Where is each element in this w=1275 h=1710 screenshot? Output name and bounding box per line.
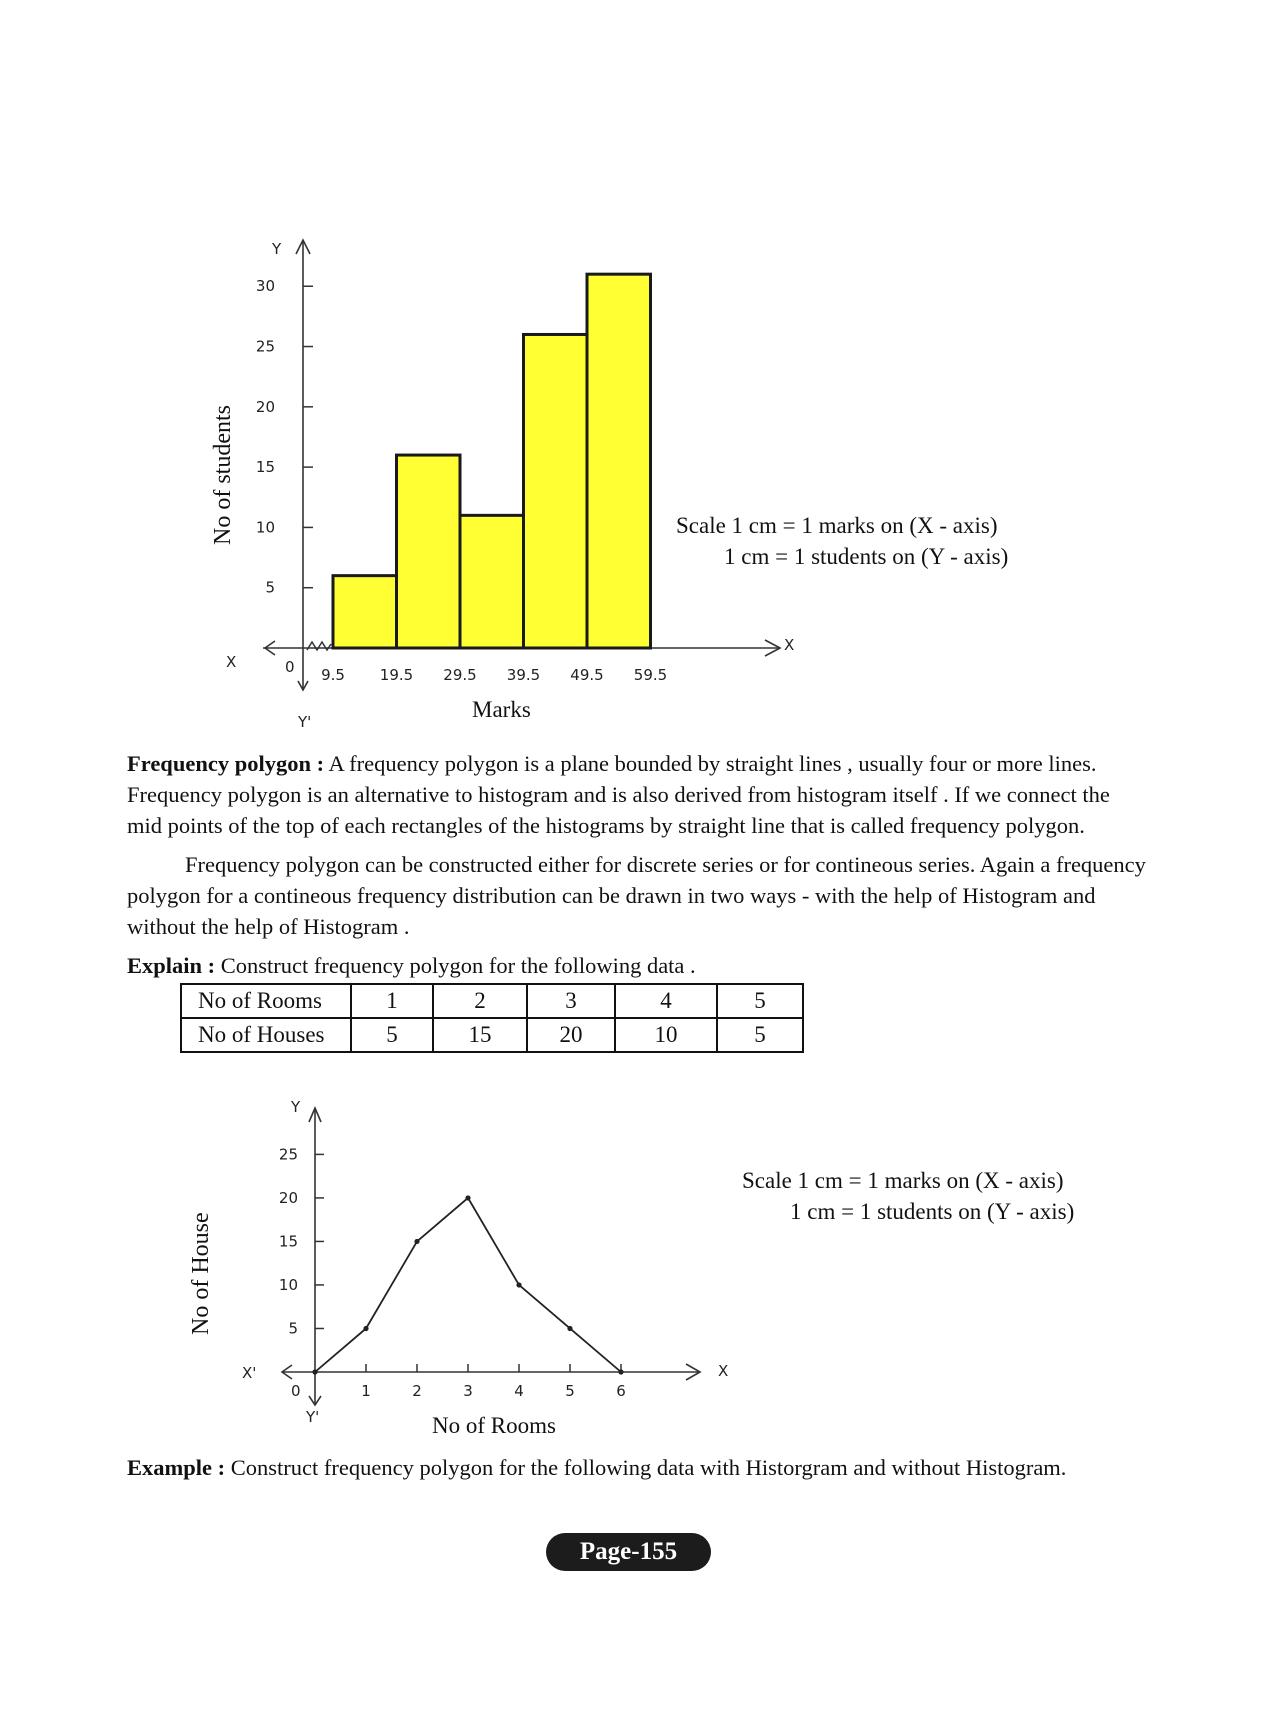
x-axis-letter: X <box>718 1362 729 1380</box>
rooms-houses-table <box>180 983 804 1053</box>
example-heading: Example : <box>127 1455 226 1480</box>
y-tick-label: 10 <box>278 1275 298 1294</box>
table-cell: 5 <box>351 1018 433 1052</box>
frequency-polygon-point <box>363 1326 368 1331</box>
histogram-scale-note <box>676 510 1008 572</box>
table-cell: 2 <box>433 984 527 1018</box>
y-neg-axis-letter: Y' <box>298 713 312 731</box>
table-row <box>181 984 803 1018</box>
x-tick-label: 29.5 <box>443 666 477 684</box>
histogram-svg <box>0 0 1275 760</box>
table-row <box>181 1018 803 1052</box>
polygon-y-axis-title: No of House <box>188 1212 214 1335</box>
polygon-chart <box>0 1060 1275 1440</box>
x-tick-label: 59.5 <box>633 666 668 684</box>
frequency-polygon-line <box>315 1198 621 1372</box>
frequency-polygon-heading: Frequency polygon : <box>127 751 325 776</box>
x-tick-label: 6 <box>616 1382 626 1400</box>
histogram-scale-line-2: 1 cm = 1 students on (Y - axis) <box>724 544 1009 569</box>
y-tick-label: 30 <box>255 277 275 296</box>
histogram-bar <box>460 515 524 648</box>
y-axis-letter: Y <box>291 1098 301 1116</box>
x-neg-axis-letter: X <box>226 653 237 671</box>
frequency-polygon-point <box>618 1369 623 1374</box>
histogram-scale-line-1: Scale 1 cm = 1 marks on (X - axis) <box>676 513 998 538</box>
frequency-polygon-body: A frequency polygon is a plane bounded by straight lines , usually four or more lines. Frequency polygon is an alternative to histogram and is also derived from histogram itself . If we connect the mid points of the top of each rectangles of the histograms by straight line that is called frequency polygon. <box>127 751 1110 838</box>
y-tick-label: 20 <box>278 1188 298 1207</box>
x-tick-label: 39.5 <box>506 666 541 684</box>
frequency-polygon-paragraph-2: Frequency polygon can be constructed either for discrete series or for contineous series. Again a frequency polygon for a contineous frequency distribution can be drawn in two ways - with the help of Histogram and without the help of Histogram . <box>127 852 1146 939</box>
example-line <box>127 1452 1147 1483</box>
histogram-bar <box>333 576 397 648</box>
histogram-bar <box>524 334 588 648</box>
histogram-bar <box>587 274 651 648</box>
y-tick-label: 5 <box>288 1319 298 1338</box>
table-cell: 5 <box>717 1018 803 1052</box>
origin-label: 0 <box>291 1382 301 1400</box>
polygon-x-axis-title: No of Rooms <box>432 1413 556 1438</box>
y-tick-label: 15 <box>278 1232 298 1251</box>
y-tick-label: 10 <box>255 518 275 537</box>
x-tick-label: 49.5 <box>570 666 604 684</box>
x-neg-axis-letter: X' <box>242 1364 257 1382</box>
y-tick-label: 25 <box>278 1145 298 1164</box>
histogram-chart <box>0 0 1275 760</box>
table-cell: 3 <box>527 984 615 1018</box>
table-row-label: No of Houses <box>181 1018 351 1052</box>
table-cell: 20 <box>527 1018 615 1052</box>
frequency-polygon-point <box>567 1326 572 1331</box>
histogram-y-axis-title: No of students <box>210 405 236 545</box>
x-tick-label: 1 <box>361 1382 371 1400</box>
origin-label: 0 <box>285 658 295 676</box>
table-cell: 1 <box>351 984 433 1018</box>
table-cell: 5 <box>717 984 803 1018</box>
histogram-x-axis-title: Marks <box>472 697 531 722</box>
example-body: Construct frequency polygon for the following data with Historgram and without Histogram. <box>225 1455 1067 1480</box>
x-tick-label: 19.5 <box>379 666 414 684</box>
histogram-bar <box>397 455 461 648</box>
frequency-polygon-point <box>465 1195 470 1200</box>
x-tick-label: 2 <box>412 1382 422 1400</box>
table-cell: 10 <box>615 1018 717 1052</box>
polygon-scale-line-1: Scale 1 cm = 1 marks on (X - axis) <box>742 1168 1064 1193</box>
y-tick-label: 25 <box>255 337 275 356</box>
polygon-scale-line-2: 1 cm = 1 students on (Y - axis) <box>790 1199 1075 1224</box>
explain-body: Construct frequency polygon for the following data . <box>215 953 696 978</box>
x-tick-label: 3 <box>463 1382 473 1400</box>
x-tick-label: 5 <box>565 1382 575 1400</box>
table-cell: 4 <box>615 984 717 1018</box>
y-neg-axis-letter: Y' <box>306 1408 320 1426</box>
y-axis-letter: Y <box>272 240 282 258</box>
polygon-scale-note <box>742 1165 1074 1227</box>
frequency-polygon-point <box>516 1282 521 1287</box>
explain-line <box>127 950 1147 981</box>
table-row-label: No of Rooms <box>181 984 351 1018</box>
y-tick-label: 5 <box>265 578 275 597</box>
x-axis-letter: X <box>784 636 795 654</box>
y-tick-label: 15 <box>255 458 275 477</box>
explain-heading: Explain : <box>127 953 216 978</box>
y-tick-label: 20 <box>255 397 275 416</box>
x-tick-label: 4 <box>514 1382 524 1400</box>
frequency-polygon-definition <box>127 748 1147 841</box>
frequency-polygon-point <box>414 1239 419 1244</box>
table-cell: 15 <box>433 1018 527 1052</box>
frequency-polygon-point <box>312 1369 317 1374</box>
x-tick-label: 9.5 <box>321 666 345 684</box>
polygon-svg <box>0 1060 1275 1440</box>
page-number-badge: Page-155 <box>546 1533 711 1571</box>
